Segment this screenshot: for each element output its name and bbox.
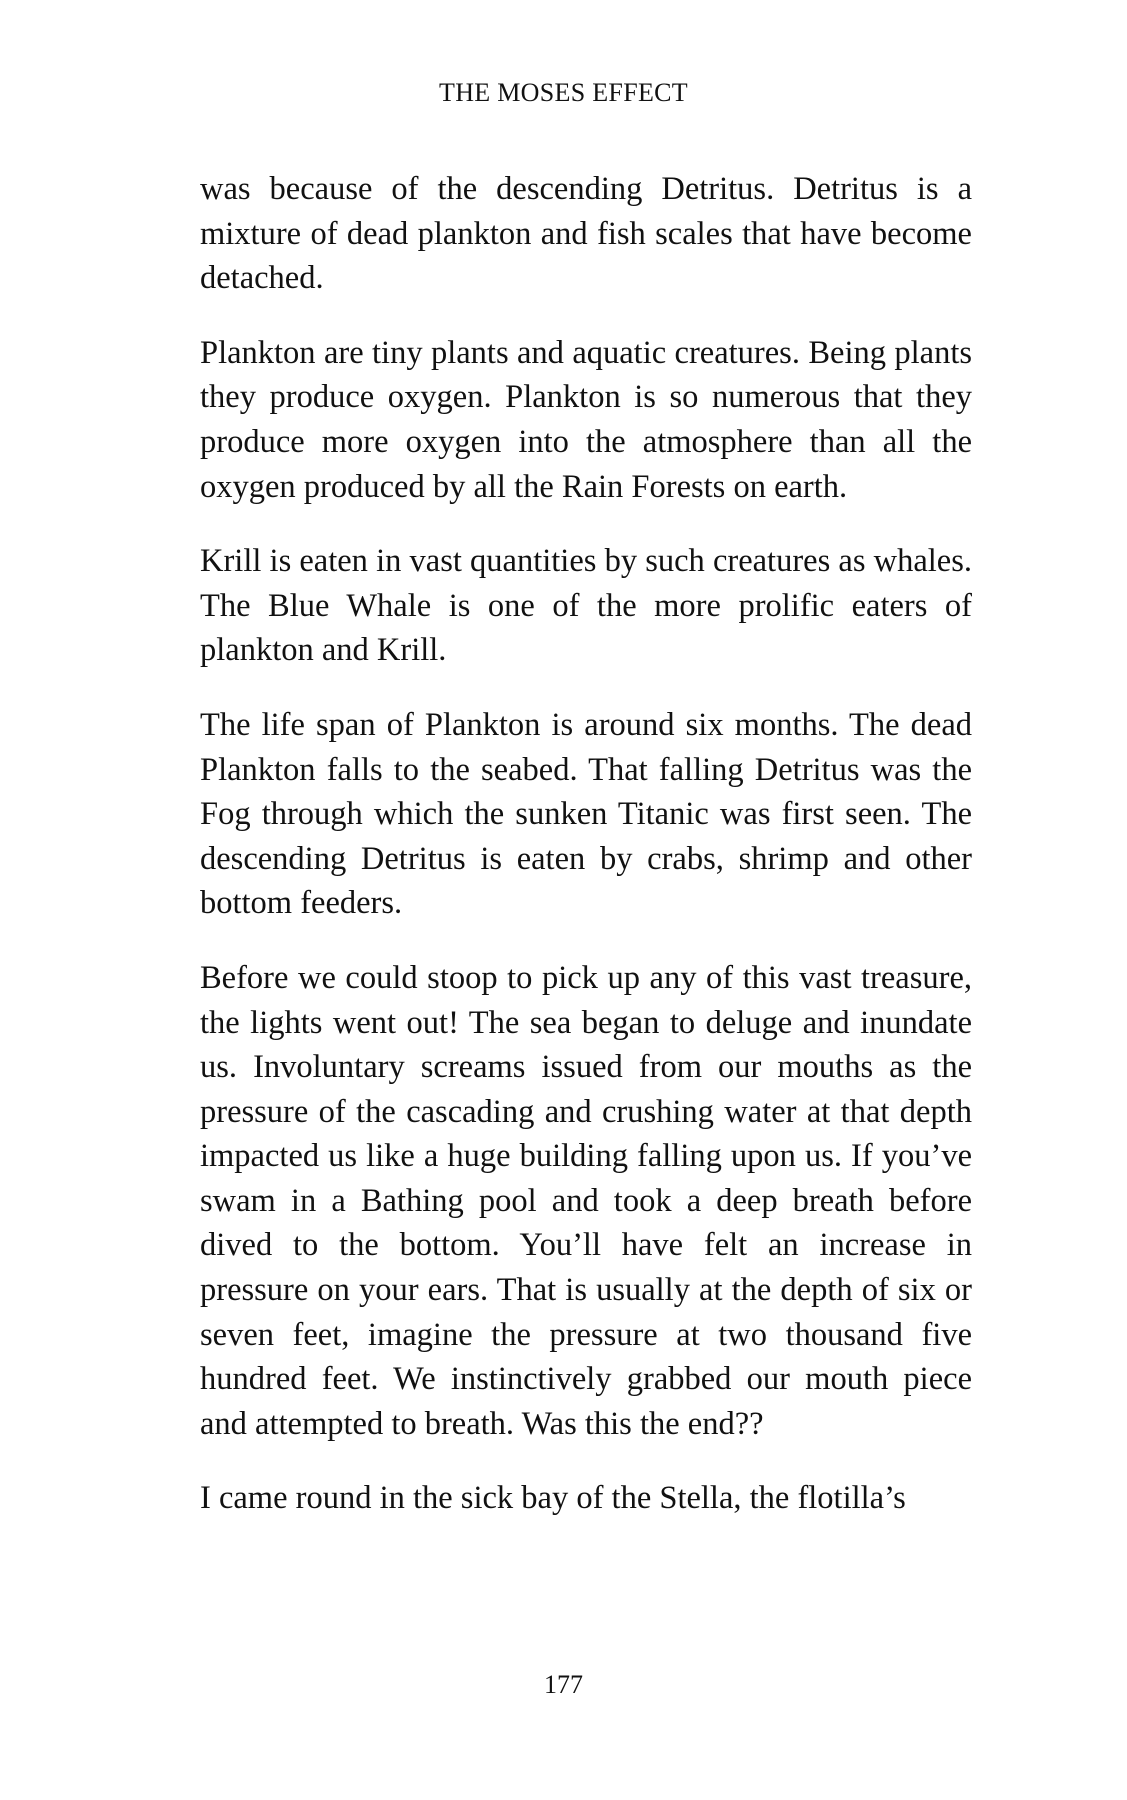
paragraph: The life span of Plankton is around six months. The dead Plankton falls to the seabed. That falling Detritus was the Fog through which the sunken Titanic was first seen. The descending Detritus is eaten by crabs, shrimp and other bottom feeders. (200, 706, 972, 922)
paragraph: Krill is eaten in vast quantities by such creatures as whales. The Blue Whale is one of the more prolific eaters of plankton and Krill. (200, 543, 972, 669)
page-number: 177 (544, 1670, 583, 1699)
running-header: THE MOSES EFFECT (439, 78, 688, 107)
paragraph: Before we could stoop to pick up any of this vast treasure, the lights went out! The sea began to deluge and inundate us. Involuntary screams issued from our mouths as the pressure of the cascading and crushing water at that depth impacted us like a huge building falling upon us. If you’ve swam in a Bathing pool and took a deep breath before dived to the bottom. You’ll have felt an increase in pressure on your ears. That is usually at the depth of six or seven feet, imagine the pressure at two thousand five hundred feet. We instinctively grabbed our mouth piece and attempted to breath. Was this the end?? (200, 959, 972, 1442)
paragraph: I came round in the sick bay of the Stella, the flotilla’s (200, 1480, 906, 1517)
paragraph: Plankton are tiny plants and aquatic creatures. Being plants they produce oxygen. Plankton is so numerous that they produce more oxygen into the atmosphere than all the oxygen produced by all the Rain Forests on earth. (200, 334, 972, 505)
paragraph: was because of the descending Detritus. Detritus is a mixture of dead plankton and fish scales that have become detached. (200, 171, 972, 297)
body-text (200, 167, 972, 1551)
